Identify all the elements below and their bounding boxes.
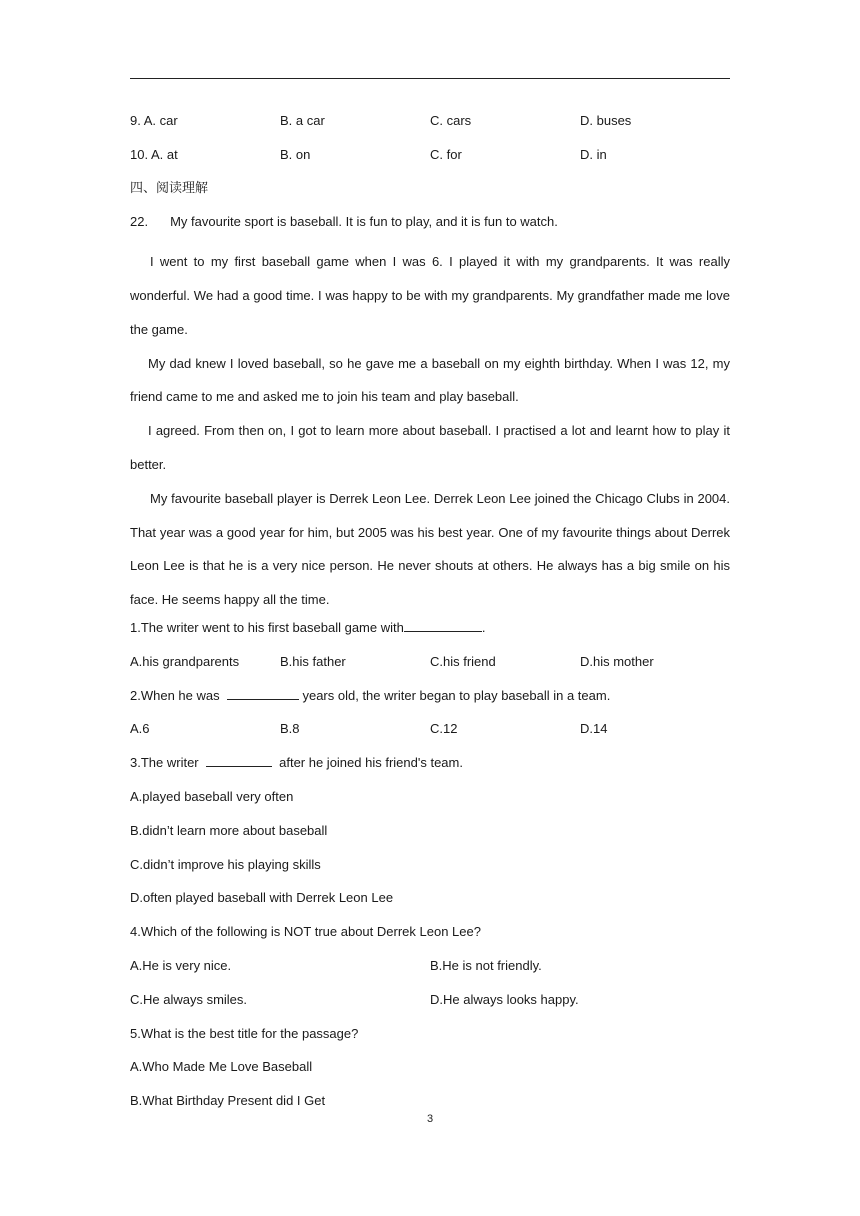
- question-4-stem: 4.Which of the following is NOT true about Derrek Leon Lee?: [130, 924, 481, 940]
- passage-paragraph-2: I went to my first baseball game when I was 6. I played it with my grandparents. It was really wonderful. We had a good time. I was happy to be with my grandparents. My grandfather made me love the game.: [130, 254, 730, 337]
- passage-paragraph-1: My favourite sport is baseball. It is fun to play, and it is fun to watch.: [170, 214, 558, 230]
- option-a: A.He is very nice.: [130, 957, 232, 973]
- option-b: B. on: [280, 146, 311, 162]
- passage-paragraph-4: I agreed. From then on, I got to learn more about baseball. I practised a lot and learnt how to play it better.: [130, 423, 730, 472]
- question-10-options: [130, 144, 730, 178]
- option-c: C.12: [430, 721, 458, 737]
- question-4-options-row-1: [130, 955, 730, 989]
- question-3-stem: 3.The writer after he joined his friend's team.: [130, 752, 730, 786]
- question-9-options: [130, 110, 730, 144]
- option-b: B.8: [280, 721, 300, 737]
- option-b: B.He is not friendly.: [430, 957, 542, 973]
- option-c: C.his friend: [430, 653, 496, 669]
- option-d: D. in: [580, 146, 607, 162]
- option-d: D.his mother: [580, 653, 654, 669]
- section-title: 四、阅读理解: [130, 180, 209, 196]
- option-b: B.his father: [280, 653, 346, 669]
- page-content: [130, 110, 730, 1124]
- question-3-option-b: B.didn’t learn more about baseball: [130, 822, 328, 838]
- answer-blank: [206, 752, 272, 767]
- option-d: D.14: [580, 721, 608, 737]
- question-3-option-c: C.didn’t improve his playing skills: [130, 856, 321, 872]
- option-a: A.6: [130, 721, 150, 737]
- question-5-option-b: B.What Birthday Present did I Get: [130, 1093, 326, 1109]
- option-c: C. for: [430, 146, 462, 162]
- header-rule: [130, 78, 730, 79]
- option-d: D. buses: [580, 113, 632, 128]
- passage-number: 22.: [130, 214, 149, 230]
- question-5-stem: 5.What is the best title for the passage?: [130, 1025, 359, 1041]
- passage-paragraph-5: My favourite baseball player is Derrek Leon Lee. Derrek Leon Lee joined the Chicago Clubs in 2004. That year was a good year for him, but 2005 was his best year. One of my favourite things about Derrek Leon Lee is that he is a very nice person. He never shouts at others. He always has a big smile on his face. He seems happy all the time.: [130, 490, 730, 608]
- option-a: A.his grandparents: [130, 653, 240, 669]
- option-a: 9. A. car: [130, 113, 178, 128]
- passage-first-line: [130, 211, 730, 245]
- page-number: 3: [426, 1113, 434, 1125]
- option-d: D.He always looks happy.: [430, 991, 579, 1007]
- question-3-option-a: A.played baseball very often: [130, 788, 294, 804]
- answer-blank: [404, 617, 482, 632]
- question-2-stem: 2.When he was years old, the writer began to play baseball in a team.: [130, 685, 730, 719]
- question-1-options: [130, 651, 730, 685]
- question-4-options-row-2: [130, 989, 730, 1023]
- question-1-stem: 1.The writer went to his first baseball game with .: [130, 617, 730, 651]
- question-5-option-a: A.Who Made Me Love Baseball: [130, 1059, 313, 1075]
- question-2-options: [130, 718, 730, 752]
- passage-paragraph-3: My dad knew I loved baseball, so he gave me a baseball on my eighth birthday. When I was 12, my friend came to me and asked me to join his team and play baseball.: [130, 355, 730, 405]
- option-b: B. a car: [280, 113, 325, 128]
- option-a: 10. A. at: [130, 146, 178, 162]
- question-3-option-d: D.often played baseball with Derrek Leon Lee: [130, 890, 394, 906]
- option-c: C.He always smiles.: [130, 991, 248, 1007]
- option-c: C. cars: [430, 113, 472, 128]
- answer-blank: [227, 685, 299, 700]
- passage-body: [130, 245, 730, 617]
